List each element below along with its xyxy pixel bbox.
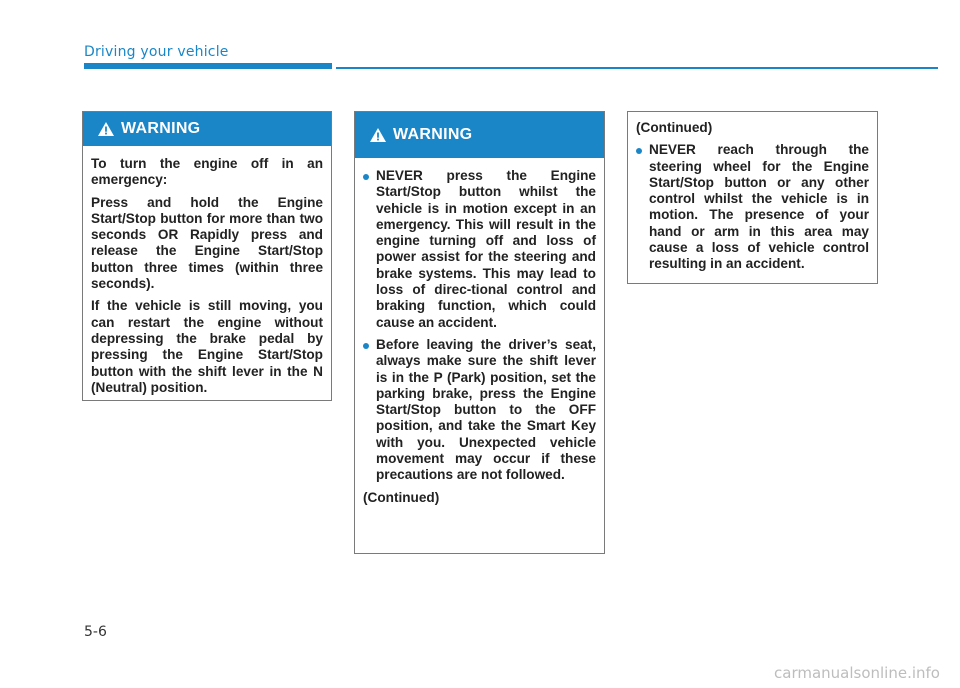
warning-header [83,112,331,146]
warning-bullet-list [363,168,596,484]
header-rule-thick [84,63,332,69]
warning-box-engine-off [82,111,332,401]
page-number: 5-6 [84,624,107,640]
warning-title: WARNING [121,120,201,137]
warning-paragraph: If the vehicle is still moving, you can restart the engine without depressing the brake pedal by pressing the Engine Start/Stop button with the shift lever in the N (Neutral) position. [91,298,323,395]
warning-paragraph: Press and hold the Engine Start/Stop button for more than two seconds OR Rapidly press and release the Engine Start/Stop button three times (within three seconds). [91,194,323,292]
header-rule-thin [336,67,938,69]
warning-title: WARNING [393,126,473,143]
list-item [363,337,596,484]
warning-triangle-icon [97,121,115,137]
continued-label: (Continued) [636,120,713,135]
warning-header [355,112,604,158]
watermark: carmanualsonline.info [774,664,940,682]
list-item [636,142,869,272]
bullet-dot-icon [363,174,369,180]
bullet-text: Before leaving the driver’s seat, always make sure the shift lever is in the P (Park) position, set the parking brake, press the Engine Start/Stop button to the OFF position, and take the Smart Key with you. Unexpected vehicle movement may occur if these precautions are not followed. [376,336,596,483]
warning-bullet-list [636,142,869,272]
warning-box-continued [627,111,878,284]
list-item [363,168,596,331]
bullet-dot-icon [636,148,642,154]
warning-triangle-icon [369,127,387,143]
continued-label: (Continued) [363,489,440,505]
bullet-text: NEVER press the Engine Start/Stop button whilst the vehicle is in motion except in an emergency. This will result in the engine turning off and loss of power assist for the steering and brake systems. This may lead to loss of direc-tional control and braking function, which could cause an accident. [376,168,596,330]
bullet-text: NEVER reach through the steering wheel for the Engine Start/Stop button or any other control whilst the vehicle is in motion. The presence of your hand or arm in this area may cause a loss of vehicle control resulting in an accident. [649,142,869,272]
section-title: Driving your vehicle [84,44,229,60]
bullet-dot-icon [363,343,369,349]
warning-paragraph: To turn the engine off in an emergency: [91,156,323,188]
warning-box-start-stop [354,111,605,554]
